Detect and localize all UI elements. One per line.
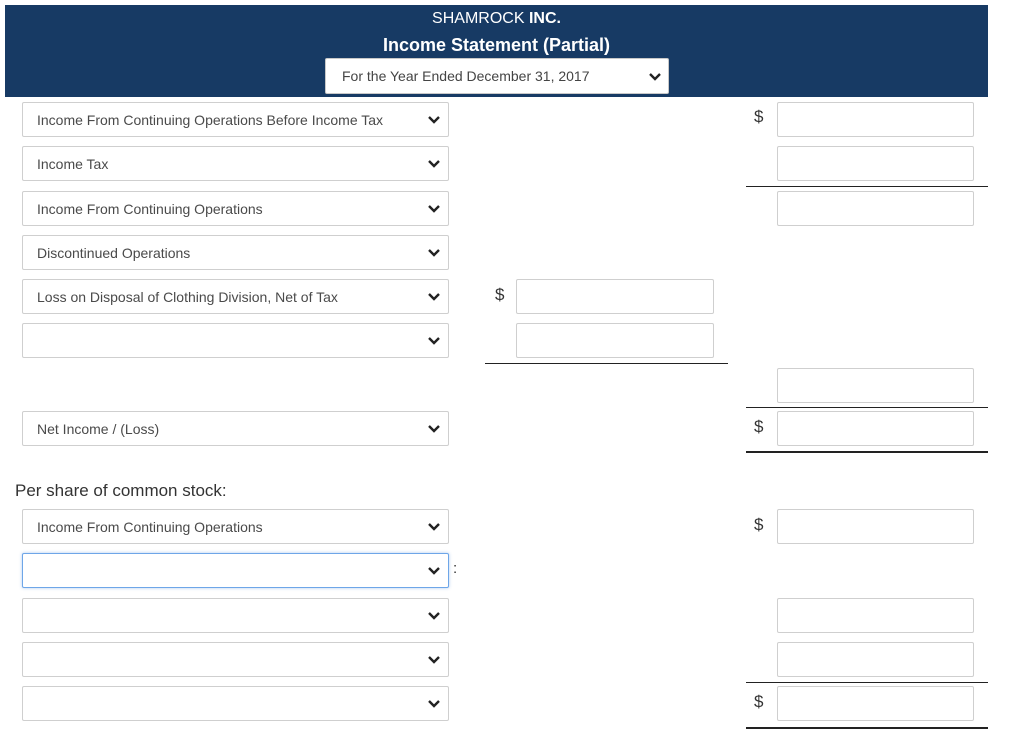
amount-input-eps-3[interactable] <box>777 598 974 633</box>
currency-symbol: $ <box>754 107 764 126</box>
row-label-value: Loss on Disposal of Clothing Division, Net of Tax <box>37 289 338 305</box>
double-underline-rule <box>746 727 988 729</box>
colon-mark: : <box>453 560 458 577</box>
amount-input-discontinued-total[interactable] <box>777 368 974 403</box>
per-share-label-select-2[interactable] <box>22 553 449 588</box>
row-label-select-1[interactable] <box>22 102 449 137</box>
row-label-value: Discontinued Operations <box>37 245 191 261</box>
row-label-select-5[interactable] <box>22 279 449 314</box>
row-label-value: Net Income / (Loss) <box>37 421 160 437</box>
chevron-down-icon <box>427 204 441 214</box>
chevron-down-icon <box>427 115 441 125</box>
underline-rule <box>746 407 988 408</box>
chevron-down-icon <box>427 699 441 709</box>
company-name: SHAMROCK INC. <box>432 10 561 27</box>
chevron-down-icon <box>648 72 662 82</box>
row-label-value: Income From Continuing Operations <box>37 201 263 217</box>
amount-input-net-income[interactable] <box>777 411 974 446</box>
amount-input-eps-4[interactable] <box>777 642 974 677</box>
per-share-label-select-1[interactable] <box>22 509 449 544</box>
per-share-heading: Per share of common stock: <box>15 481 227 500</box>
row-label-value: Income From Continuing Operations <box>37 519 263 535</box>
currency-symbol: $ <box>754 692 764 711</box>
chevron-down-icon <box>427 655 441 665</box>
row-label-value: Income Tax <box>37 156 109 172</box>
currency-symbol: $ <box>754 515 764 534</box>
underline-rule <box>746 186 988 187</box>
amount-input-eps-continuing[interactable] <box>777 509 974 544</box>
amount-input-loss-on-disposal[interactable] <box>516 279 714 314</box>
row-label-select-3[interactable] <box>22 191 449 226</box>
chevron-down-icon <box>427 424 441 434</box>
row-label-select-4[interactable] <box>22 235 449 270</box>
row-label-select-2[interactable] <box>22 146 449 181</box>
amount-input-income-tax[interactable] <box>777 146 974 181</box>
amount-input-income-before-tax[interactable] <box>777 102 974 137</box>
per-share-label-select-4[interactable] <box>22 642 449 677</box>
chevron-down-icon <box>427 159 441 169</box>
currency-symbol: $ <box>754 417 764 436</box>
amount-input-eps-net[interactable] <box>777 686 974 721</box>
amount-input-discontinued-2[interactable] <box>516 323 714 358</box>
underline-rule <box>485 363 728 364</box>
statement-header <box>5 5 988 97</box>
statement-title: Income Statement (Partial) <box>382 35 611 55</box>
chevron-down-icon <box>427 336 441 346</box>
underline-rule <box>746 682 988 683</box>
double-underline-rule <box>746 451 988 453</box>
chevron-down-icon <box>427 292 441 302</box>
chevron-down-icon <box>427 522 441 532</box>
row-label-select-6[interactable] <box>22 323 449 358</box>
period-select[interactable] <box>325 58 669 94</box>
per-share-label-select-5[interactable] <box>22 686 449 721</box>
chevron-down-icon <box>427 566 441 576</box>
period-select-value: For the Year Ended December 31, 2017 <box>342 68 590 84</box>
row-label-value: Income From Continuing Operations Before Income Tax <box>37 112 384 128</box>
row-label-select-7[interactable] <box>22 411 449 446</box>
per-share-label-select-3[interactable] <box>22 598 449 633</box>
currency-symbol: $ <box>495 285 505 304</box>
amount-input-income-continuing[interactable] <box>777 191 974 226</box>
company-suffix: INC. <box>528 10 561 27</box>
chevron-down-icon <box>427 611 441 621</box>
chevron-down-icon <box>427 248 441 258</box>
